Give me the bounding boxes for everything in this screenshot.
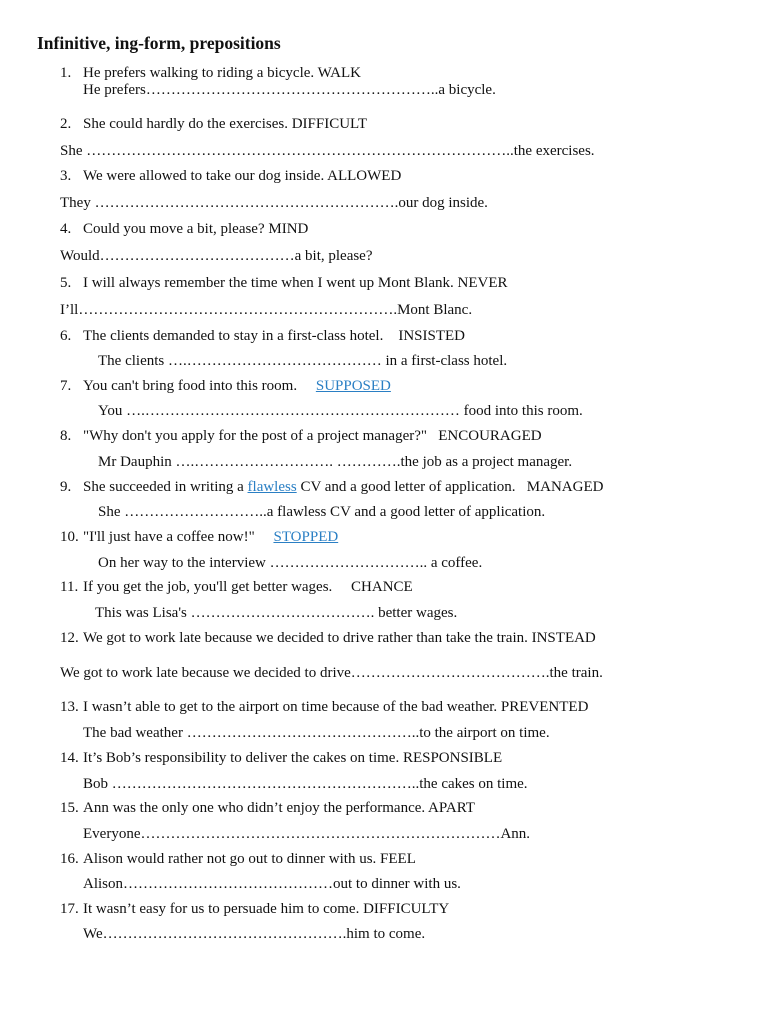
- question-1: 1. He prefers walking to riding a bicycle. WALK: [60, 65, 361, 81]
- answer-line-4: Would…………………………………a bit, please?: [60, 248, 373, 264]
- question-text: Ann was the only one who didn’t enjoy the performance. APART: [83, 800, 475, 816]
- question-3: 3. We were allowed to take our dog inside. ALLOWED: [60, 168, 402, 184]
- answer-line-5: I’ll……………………………………………………….Mont Blanc.: [60, 302, 473, 318]
- answer-line-3: They …………………………………………………….our dog inside.: [60, 195, 488, 211]
- question-text: Could you move a bit, please? MIND: [83, 221, 309, 237]
- question-text: It’s Bob’s responsibility to deliver the cakes on time. RESPONSIBLE: [83, 750, 503, 766]
- supposed-link[interactable]: SUPPOSED: [315, 378, 391, 394]
- question-16: 16. Alison would rather not go out to dinner with us. FEEL: [60, 851, 416, 867]
- answer-line-13: The bad weather ………………………………………..to the airport on time.: [83, 725, 550, 741]
- question-text-tail: CV and a good letter of application. MANAGED: [296, 479, 604, 495]
- question-text: "I'll just have a coffee now!": [83, 529, 274, 545]
- answer-line-15: Everyone………………………………………………………………Ann.: [83, 826, 531, 842]
- answer-line-16: Alison……………………………………out to dinner with us.: [83, 876, 461, 892]
- question-text: She succeeded in writing a: [83, 479, 248, 495]
- question-5: 5. I will always remember the time when I went up Mont Blank. NEVER: [60, 275, 508, 291]
- answer-line-11: This was Lisa's ………………………………. better wages.: [95, 605, 458, 621]
- question-text: If you get the job, you'll get better wages. CHANCE: [83, 579, 413, 595]
- question-text: You can't bring food into this room.: [83, 378, 316, 394]
- flawless-link[interactable]: flawless: [247, 479, 297, 495]
- question-text: He prefers walking to riding a bicycle. WALK: [83, 65, 361, 81]
- question-text: "Why don't you apply for the post of a project manager?" ENCOURAGED: [83, 428, 542, 444]
- answer-line-2: She …………………………………………………………………………..the exercises.: [60, 143, 595, 159]
- question-text: I will always remember the time when I went up Mont Blank. NEVER: [83, 275, 508, 291]
- question-text: Alison would rather not go out to dinner with us. FEEL: [83, 851, 416, 867]
- question-10: 10. "I'll just have a coffee now!" STOPPED: [60, 529, 339, 545]
- question-15: 15. Ann was the only one who didn’t enjoy the performance. APART: [60, 800, 475, 816]
- question-2: 2. She could hardly do the exercises. DIFFICULT: [60, 116, 367, 132]
- answer-line-14: Bob ……………………………………………………..the cakes on time.: [83, 776, 528, 792]
- question-17: 17. It wasn’t easy for us to persuade him to come. DIFFICULTY: [60, 901, 450, 917]
- question-12: 12. We got to work late because we decided to drive rather than take the train. INSTEAD: [60, 630, 596, 646]
- question-text: We were allowed to take our dog inside. ALLOWED: [83, 168, 402, 184]
- question-text: It wasn’t easy for us to persuade him to come. DIFFICULTY: [83, 901, 450, 917]
- question-11: 11. If you get the job, you'll get better wages. CHANCE: [60, 579, 413, 595]
- answer-line-10: On her way to the interview ………………………….. a coffee.: [98, 555, 483, 571]
- answer-line-7: You ….……………………………………………………… food into this room.: [98, 403, 583, 419]
- question-8: 8. "Why don't you apply for the post of a project manager?" ENCOURAGED: [60, 428, 542, 444]
- answer-line-6: The clients ….………………………………… in a first-class hotel.: [98, 353, 508, 369]
- question-13: 13. I wasn’t able to get to the airport on time because of the bad weather. PREVENTED: [60, 699, 589, 715]
- stopped-link[interactable]: STOPPED: [273, 529, 339, 545]
- question-7: 7. You can't bring food into this room. SUPPOSED: [60, 378, 391, 394]
- question-14: 14. It’s Bob’s responsibility to deliver the cakes on time. RESPONSIBLE: [60, 750, 503, 766]
- answer-line-1: He prefers…………………………………………………..a bicycle.: [83, 82, 496, 98]
- answer-line-12: We got to work late because we decided to drive………………………………….the train.: [60, 665, 603, 681]
- question-6: 6. The clients demanded to stay in a first-class hotel. INSISTED: [60, 328, 465, 344]
- question-text: We got to work late because we decided to drive rather than take the train. INSTEAD: [83, 630, 596, 646]
- answer-line-17: We………………………………………….him to come.: [83, 926, 426, 942]
- page-title: Infinitive, ing-form, prepositions: [37, 33, 281, 53]
- question-9: 9. She succeeded in writing a flawless CV and a good letter of application. MANAGED: [60, 479, 604, 495]
- answer-line-8: Mr Dauphin ….………………………. ………….the job as a project manager.: [98, 454, 573, 470]
- answer-line-9: She ………………………..a flawless CV and a good letter of application.: [98, 504, 546, 520]
- question-text: She could hardly do the exercises. DIFFICULT: [83, 116, 367, 132]
- question-text: The clients demanded to stay in a first-class hotel. INSISTED: [83, 328, 465, 344]
- question-4: 4. Could you move a bit, please? MIND: [60, 221, 309, 237]
- question-text: I wasn’t able to get to the airport on time because of the bad weather. PREVENTED: [83, 699, 589, 715]
